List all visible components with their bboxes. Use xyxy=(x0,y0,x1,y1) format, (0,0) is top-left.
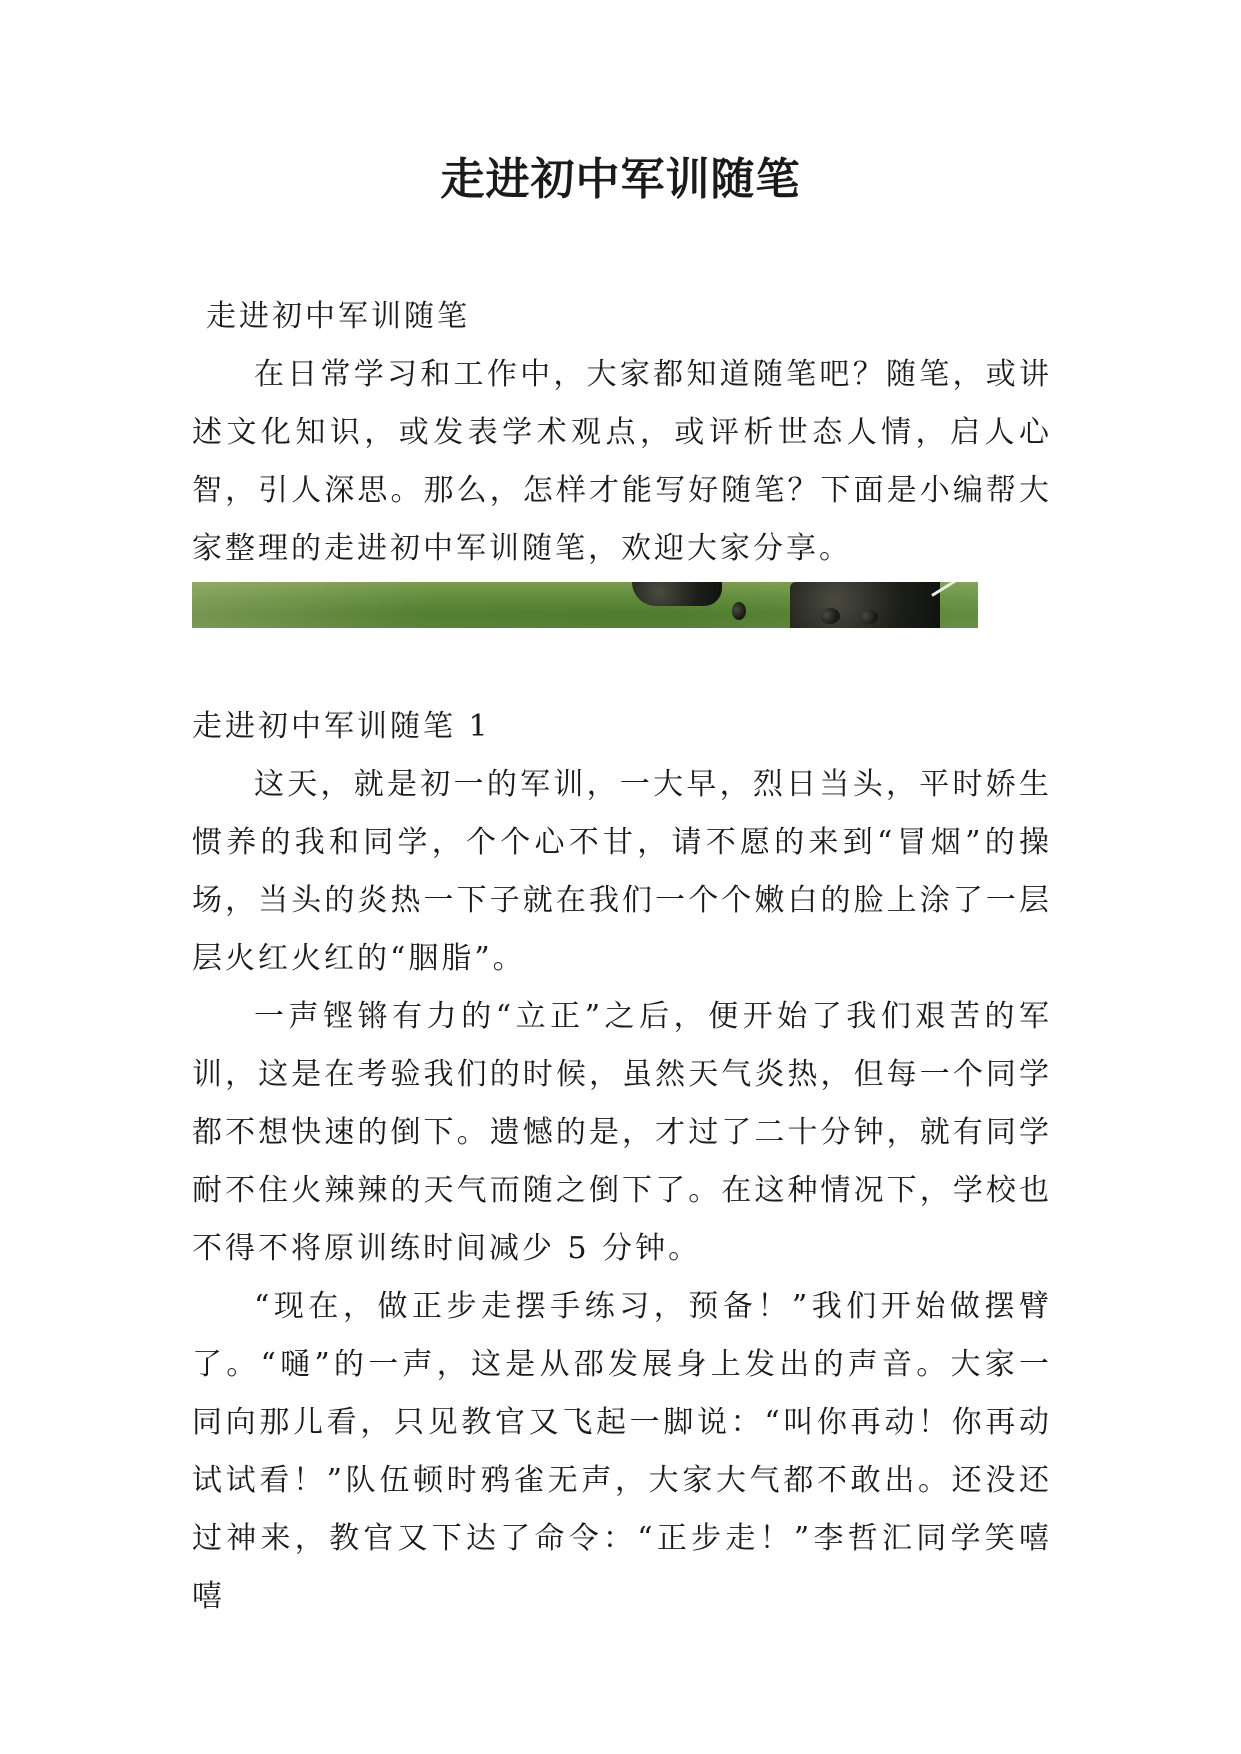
document-title: 走进初中军训随笔 xyxy=(440,154,801,205)
document-body xyxy=(192,288,1052,1626)
body-paragraph: “现在，做正步走摆手练习，预备！”我们开始做摆臂了。“嗵”的一声，这是从邵发展身上发出的声音。大家一同向那儿看，只见教官又飞起一脚说：“叫你再动！你再动试试看！”队伍顿时鸦雀无声，大家大气都不敢出。还没还过神来，教官又下达了命令：“正步走！”李哲汇同学笑嘻嘻 xyxy=(192,1289,1052,1614)
body-paragraph: 这天，就是初一的军训，一大早，烈日当头，平时娇生惯养的我和同学，个个心不甘，请不愿的来到“冒烟”的操场，当头的炎热一下子就在我们一个个嫩白的脸上涂了一层层火红火红的“胭脂”。 xyxy=(192,767,1052,976)
military-training-photo xyxy=(192,582,978,628)
document-subtitle: 走进初中军训随笔 xyxy=(206,299,470,334)
body-paragraph: 一声铿锵有力的“立正”之后，便开始了我们艰苦的军训，这是在考验我们的时候，虽然天气炎热，但每一个同学都不想快速的倒下。遗憾的是，才过了二十分钟，就有同学耐不住火辣辣的天气而随之倒下了。在这种情况下，学校也不得不将原训练时间减少 5 分钟。 xyxy=(192,999,1052,1266)
section-heading: 走进初中军训随笔 1 xyxy=(192,709,491,744)
intro-paragraph: 在日常学习和工作中，大家都知道随笔吧？随笔，或讲述文化知识，或发表学术观点，或评析世态人情，启人心智，引人深思。那么，怎样才能写好随笔？下面是小编帮大家整理的走进初中军训随笔，欢迎大家分享。 xyxy=(192,357,1052,566)
